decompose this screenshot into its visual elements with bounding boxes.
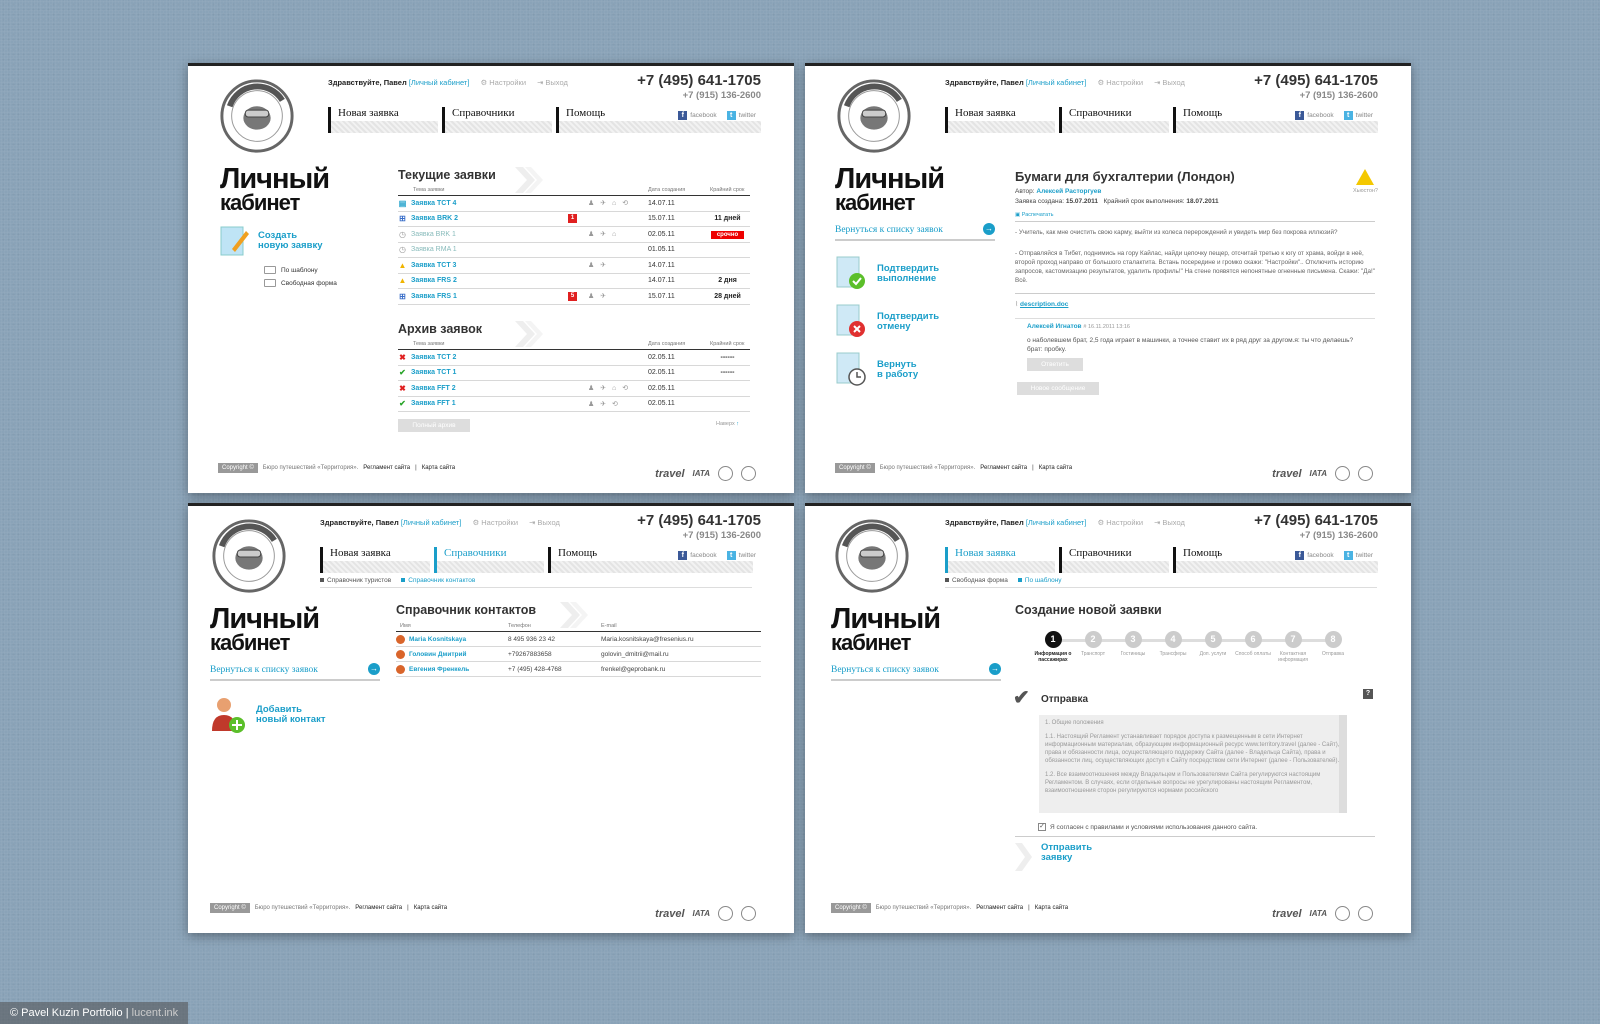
contact-row[interactable] (396, 647, 761, 662)
panel-dashboard (188, 63, 794, 493)
form-icon (264, 279, 276, 287)
table-row[interactable] (398, 274, 750, 290)
checkbox-icon: ✓ (1039, 823, 1045, 830)
request-text-1: - Учитель, как мне очистить свою карму, выйти из колеса перерождений и увидеть мир без покрова иллюзий? (1015, 229, 1338, 236)
partner-logos (1272, 906, 1373, 921)
add-contact-button[interactable]: Добавить новый контакт (210, 695, 326, 735)
social-links (678, 551, 756, 560)
travel-logo: travel (655, 907, 685, 920)
twitter-link[interactable]: t twitter (1344, 551, 1373, 560)
wizard-step[interactable] (1153, 631, 1193, 663)
table-header: Тема заявки Дата создания Крайний срок (398, 187, 750, 196)
archive-table (398, 341, 750, 412)
table-row[interactable] (398, 366, 750, 382)
phone-alt: +7 (915) 136-2600 (682, 530, 761, 541)
twitter-icon: t (1344, 111, 1353, 120)
footer: Copyright © Бюро путешествий «Территория». Регламент сайта | Карта сайта (831, 903, 1068, 913)
deadline: ------ (720, 369, 735, 377)
request-name-link[interactable]: ◷ Заявка BRK 1 (399, 229, 456, 239)
sub-nav (320, 577, 475, 584)
facebook-link[interactable]: f facebook (1295, 111, 1333, 120)
copyright-badge: Copyright © (835, 463, 875, 473)
contact-name-link[interactable]: Головин Дмитрий (396, 650, 508, 659)
greeting-bar (945, 78, 1185, 87)
step-label: Информация о пассажирах (1034, 651, 1072, 663)
cabinet-link[interactable]: [Личный кабинет] (400, 518, 462, 527)
phone-main: +7 (495) 641-1705 (637, 72, 761, 89)
nav-help[interactable]: Помощь (1173, 547, 1378, 573)
person-icon (396, 635, 405, 644)
arrow-up-icon: ↑ (736, 421, 739, 427)
cabinet-link[interactable]: [Личный кабинет] (1025, 78, 1087, 87)
footer-rules-link[interactable]: Регламент сайта (980, 465, 1028, 471)
request-name-link[interactable]: ◷ Заявка RMA 1 (399, 245, 457, 255)
contact-email: Maria.kosnitskaya@fresenius.ru (601, 635, 694, 643)
iata-logo: IATA (1309, 469, 1327, 478)
checkmark-icon: ✔ (1013, 687, 1030, 709)
facebook-link[interactable]: f facebook (678, 551, 716, 560)
cabinet-link[interactable]: [Личный кабинет] (408, 78, 470, 87)
deadline: 11 дней (714, 215, 741, 223)
iata-logo: IATA (692, 469, 710, 478)
back-to-list-link[interactable]: Вернуться к списку заявок → (835, 221, 995, 241)
request-name-link[interactable]: ✖ Заявка FFT 2 (399, 383, 456, 393)
footer: Copyright © Бюро путешествий «Территория». Регламент сайта | Карта сайта (835, 463, 1072, 473)
footer-sitemap-link[interactable]: Карта сайта (1034, 905, 1069, 911)
step-number: 1 (1045, 631, 1062, 648)
page-title: Личный кабинет (835, 163, 945, 215)
nav-new-request[interactable]: Новая заявка (320, 547, 430, 573)
deadline (710, 231, 745, 238)
created-date: 15.07.11 (648, 292, 675, 300)
request-text-2: - Отправляйся в Тибет, поднимись на гору Кайлас, найди цепочку пещер, отсчитай третью к югу от храма, войди в неё, второй проход направо от большого сталактита. Встань посередине и громко скажи: "Настройки".. Отключить историю запросов, кастомизацию результатов, удалить профиль!" На стене появятся непонятные огненные письмена. Скажи: "Да!" Всё. (1015, 250, 1375, 284)
subnav-template[interactable]: По шаблону (1018, 577, 1062, 584)
contact-name-link[interactable]: Евгения Френкель (396, 665, 508, 674)
request-name-link[interactable]: ✔ Заявка TCT 1 (399, 368, 457, 378)
social-links (1295, 111, 1373, 120)
twitter-icon: t (727, 111, 736, 120)
footer-rules-link[interactable]: Регламент сайта (363, 465, 411, 471)
step-label: Гостиницы (1120, 651, 1146, 657)
divider (1015, 221, 1375, 222)
greeting-bar (328, 78, 568, 87)
company-logo[interactable] (833, 517, 911, 595)
footer-company: Бюро путешествий «Территория». (254, 905, 351, 911)
greeting-text: Здравствуйте, Павел (328, 78, 407, 87)
request-name-link[interactable]: ▤ Заявка TCT 4 (398, 198, 457, 208)
partner-globe-icon (741, 466, 756, 481)
created-date: 15.07.11 (648, 215, 675, 223)
gear-icon: ⚙ (1097, 78, 1105, 87)
contact-phone: 8 495 936 23 42 (508, 635, 555, 643)
agree-checkbox[interactable]: ✓ Я согласен с правилами и условиями использования данного сайта. (1039, 823, 1258, 831)
divider (945, 587, 1377, 588)
panel-contacts (188, 503, 794, 933)
social-links (678, 111, 756, 120)
phone-alt: +7 (915) 136-2600 (1299, 530, 1378, 541)
footer-sitemap-link[interactable]: Карта сайта (421, 465, 456, 471)
footer-company: Бюро путешествий «Территория». (879, 465, 976, 471)
page-title: Личный кабинет (831, 603, 941, 655)
unread-badge-cell (568, 214, 588, 223)
greeting-text: Здравствуйте, Павел (945, 518, 1024, 527)
step-label: Отправка (1321, 651, 1345, 657)
subnav-contacts[interactable]: Справочник контактов (401, 577, 475, 584)
warning-icon: ▲ (398, 276, 407, 286)
table-row[interactable] (398, 350, 750, 366)
footer-sitemap-link[interactable]: Карта сайта (413, 905, 448, 911)
top-bar (805, 503, 1411, 506)
service-icons: ♟ ✈ (588, 293, 609, 301)
warning-indicator[interactable]: Хьюстон? (1353, 169, 1378, 194)
partner-logos (655, 906, 756, 921)
contact-email: frenkel@geprobank.ru (601, 665, 666, 673)
nav-new-request[interactable]: Новая заявка (945, 107, 1055, 133)
print-link[interactable]: ▣ Распечатать (1015, 212, 1054, 218)
create-request-label: Создать новую заявку (258, 230, 323, 251)
contact-row[interactable] (396, 662, 761, 677)
wizard-step[interactable] (1033, 631, 1073, 663)
logout-link[interactable]: ⇥ Выход (1154, 518, 1185, 527)
wizard-step[interactable] (1313, 631, 1353, 663)
iata-logo: IATA (1309, 909, 1327, 918)
step-label: Трансферы (1159, 651, 1187, 657)
completed-icon: ✔ (399, 399, 406, 409)
nav-new-request[interactable]: Новая заявка (945, 547, 1055, 573)
submit-request-button[interactable]: Отправить заявку (1041, 842, 1093, 863)
doc-check-icon (835, 255, 867, 293)
nav-directories[interactable]: Справочники (442, 107, 552, 133)
partner-globe-icon (1358, 906, 1373, 921)
company-logo[interactable] (210, 517, 288, 595)
partner-globe-icon (1358, 466, 1373, 481)
doc-cancel-icon (835, 303, 867, 341)
gear-icon: ⚙ (1097, 518, 1105, 527)
current-requests-table (398, 187, 750, 305)
full-archive-button[interactable]: Полный архив (398, 419, 470, 432)
created-date: 02.05.11 (648, 384, 675, 392)
settings-link[interactable]: ⚙ Настройки (1097, 518, 1144, 527)
copyright-badge: Copyright © (218, 463, 258, 473)
deadline: 2 дня (718, 277, 737, 285)
panel-request-detail (805, 63, 1411, 493)
wizard-step[interactable] (1073, 631, 1113, 663)
contact-phone: +79267883658 (508, 650, 552, 658)
footer-rules-link[interactable]: Регламент сайта (355, 905, 403, 911)
settings-link[interactable]: ⚙ Настройки (1097, 78, 1144, 87)
footer: Copyright © Бюро путешествий «Территория». Регламент сайта | Карта сайта (210, 903, 447, 913)
deadline: 28 дней (714, 292, 741, 300)
nav-directories[interactable]: Справочники (1059, 107, 1169, 133)
settings-link[interactable]: ⚙ Настройки (472, 518, 519, 527)
new-item-icon: ⊞ (399, 214, 406, 224)
phone-alt: +7 (915) 136-2600 (1299, 90, 1378, 101)
request-name-link[interactable]: ▲ Заявка FRS 2 (398, 276, 457, 286)
nav-new-request[interactable]: Новая заявка (328, 107, 438, 133)
twitter-link[interactable]: t twitter (727, 551, 756, 560)
contact-email: golovin_dmitrii@mail.ru (601, 650, 669, 658)
greeting-text: Здравствуйте, Павел (320, 518, 399, 527)
contacts-table (396, 623, 761, 677)
request-name-link[interactable]: ✖ Заявка TCT 2 (399, 352, 457, 362)
request-name-link[interactable]: ✔ Заявка FFT 1 (399, 399, 456, 409)
gear-icon: ⚙ (472, 518, 480, 527)
footer-rules-link[interactable]: Регламент сайта (976, 905, 1024, 911)
created-date: 14.07.11 (648, 261, 675, 269)
service-icons: ♟ ✈ ⌂ (588, 231, 619, 239)
greeting-bar (320, 518, 560, 527)
service-icons: ♟ ✈ ⌂ ⟲ (588, 385, 631, 393)
step-number: 8 (1325, 631, 1342, 648)
service-icons: ♟ ✈ (588, 262, 609, 270)
facebook-link[interactable]: f facebook (678, 111, 716, 120)
facebook-icon: f (678, 111, 687, 120)
wizard-step[interactable] (1113, 631, 1153, 663)
table-row[interactable] (398, 243, 750, 259)
created-date: 02.05.11 (648, 230, 675, 238)
greeting-bar (945, 518, 1185, 527)
gear-icon: ⚙ (480, 78, 488, 87)
copyright-badge: Copyright © (831, 903, 871, 913)
created-date: 02.05.11 (648, 353, 675, 361)
created-date: 14.07.11 (648, 277, 675, 285)
chevron-decor-icon (1013, 841, 1039, 873)
arrow-right-icon: → (991, 664, 999, 673)
partner-logos (1272, 466, 1373, 481)
table-row[interactable] (398, 227, 750, 243)
company-logo[interactable] (218, 77, 296, 155)
reply-button[interactable]: Ответить (1027, 358, 1083, 371)
settings-link[interactable]: ⚙ Настройки (480, 78, 527, 87)
back-to-list-link[interactable]: Вернуться к списку заявок → (210, 661, 380, 681)
table-row[interactable] (398, 289, 750, 305)
unread-badge: 1 (568, 214, 577, 223)
request-author: Автор: Алексей Расторгуев (1015, 188, 1102, 195)
scroll-top-link[interactable]: Наверх ↑ (716, 421, 739, 427)
facebook-link[interactable]: f facebook (1295, 551, 1333, 560)
nav-directories[interactable]: Справочники (1059, 547, 1169, 573)
wizard-step[interactable] (1233, 631, 1273, 663)
footer-sitemap-link[interactable]: Карта сайта (1038, 465, 1073, 471)
template-icon (264, 266, 276, 274)
travel-logo: travel (1272, 467, 1302, 480)
help-icon[interactable]: ? (1363, 689, 1373, 699)
comment-author[interactable]: Алексей Игнатов (1027, 323, 1082, 330)
table-header: Имя Телефон E-mail (396, 623, 761, 632)
clock-icon: ◷ (399, 229, 406, 239)
logout-link[interactable]: ⇥ Выход (1154, 78, 1185, 87)
phone-main: +7 (495) 641-1705 (1254, 72, 1378, 89)
exit-icon: ⇥ (1154, 78, 1161, 87)
request-name-link[interactable]: ▲ Заявка TCT 3 (398, 260, 457, 270)
divider (1015, 293, 1375, 294)
comment-text: о наболевшем брат, 2,5 года играет в машинки, а точнее ставит их в ряд друг за другом.я: ты что делаешь? брат: пробку. (1027, 337, 1354, 353)
logout-link[interactable]: ⇥ Выход (529, 518, 560, 527)
step-number: 3 (1125, 631, 1142, 648)
cancelled-icon: ✖ (399, 352, 406, 362)
partner-seal-icon (1335, 466, 1350, 481)
create-request-button[interactable] (218, 223, 322, 259)
pencil-document-icon (218, 223, 250, 259)
option-by-template[interactable]: По шаблону (264, 266, 337, 274)
wizard-steps (1033, 631, 1353, 663)
phone-main: +7 (495) 641-1705 (637, 512, 761, 529)
top-bar (188, 503, 794, 506)
section-title: Отправка (1041, 694, 1089, 705)
table-row[interactable] (398, 381, 750, 397)
unread-badge: 5 (568, 292, 577, 301)
copyright-badge: Copyright © (210, 903, 250, 913)
step-label: Доп. услуги (1199, 651, 1227, 657)
step-number: 5 (1205, 631, 1222, 648)
table-row[interactable] (398, 196, 750, 212)
twitter-link[interactable]: t twitter (1344, 111, 1373, 120)
attachment-link[interactable]: ⌇ description.doc (1015, 301, 1069, 308)
top-bar (805, 63, 1411, 66)
footer: Copyright © Бюро путешествий «Территория». Регламент сайта | Карта сайта (218, 463, 455, 473)
facebook-icon: f (1295, 111, 1304, 120)
contacts-title: Справочник контактов (396, 603, 537, 617)
facebook-icon: f (1295, 551, 1304, 560)
subnav-free-form[interactable]: Свободная форма (945, 577, 1008, 584)
warning-icon: ▲ (398, 260, 407, 270)
partner-seal-icon (718, 906, 733, 921)
step-label: Способ оплаты (1235, 651, 1271, 657)
completed-icon: ✔ (399, 368, 406, 378)
cancelled-icon: ✖ (399, 383, 406, 393)
new-message-button[interactable]: Новое сообщение (1017, 382, 1099, 395)
table-row[interactable] (398, 397, 750, 413)
greeting-text: Здравствуйте, Павел (945, 78, 1024, 87)
facebook-icon: f (678, 551, 687, 560)
printer-icon: ▣ (1015, 212, 1021, 218)
paperclip-icon: ⌇ (1015, 301, 1019, 308)
comment-date: # 16.11.2011 13:16 (1083, 324, 1130, 330)
phone-alt: +7 (915) 136-2600 (682, 90, 761, 101)
divider (1015, 836, 1375, 837)
doc-clock-icon (835, 351, 867, 389)
service-icons: ♟ ✈ ⟲ (588, 400, 620, 408)
social-links (1295, 551, 1373, 560)
clock-icon: ◷ (399, 245, 406, 255)
person-icon (396, 650, 405, 659)
step-label: Контактная информация (1278, 651, 1308, 663)
archive-title: Архив заявок (398, 322, 482, 336)
exit-icon: ⇥ (529, 518, 536, 527)
option-free-form[interactable]: Свободная форма (264, 279, 337, 287)
add-user-icon (210, 695, 246, 735)
new-request-title: Создание новой заявки (1015, 603, 1162, 617)
current-requests-title: Текущие заявки (398, 168, 496, 182)
created-date: 02.05.11 (648, 400, 675, 408)
partner-globe-icon (741, 906, 756, 921)
terms-scrollbar[interactable] (1339, 715, 1347, 813)
terms-textbox[interactable]: 1. Общие положения 1.1. Настоящий Регламент устанавливает порядок доступа к размещенным в сети Интернет информационным материалам, образующим информационный ресурс www.territory.travel (далее - Сайт), права и обязанности лица, осуществляющего поддержку Сайта (далее - Владельца Сайта), права и обязанности лиц, осуществляющих доступ к Сайту посредством сети Интернет (далее - Пользователей). 1.2. Все взаимоотношения между Владельцем и Пользователями Сайта регулируются настоящим Регламентом. В случаях, если отдельные вопросы не урегулированы настоящим Регламентом, взаимоотношения сторон регулируются нормами российского (1039, 715, 1347, 813)
arrow-right-icon: → (985, 224, 993, 233)
request-title: Бумаги для бухгалтерии (Лондон) (1015, 169, 1235, 184)
sub-nav (945, 577, 1062, 584)
step-number: 6 (1245, 631, 1262, 648)
urgent-badge: срочно (711, 231, 744, 239)
page-title: Личный кабинет (220, 163, 330, 215)
subnav-tourists[interactable]: Справочник туристов (320, 577, 391, 584)
exit-icon: ⇥ (537, 78, 544, 87)
confirm-cancel-button[interactable]: Подтвердить отмену (835, 303, 939, 341)
person-icon (396, 665, 405, 674)
table-header: Тема заявки Дата создания Крайний срок (398, 341, 750, 350)
deadline: ------ (720, 353, 735, 361)
wizard-step[interactable] (1193, 631, 1233, 663)
partner-logos (655, 466, 756, 481)
created-date: 01.05.11 (648, 246, 675, 254)
twitter-icon: t (727, 551, 736, 560)
nav-help[interactable]: Помощь (556, 107, 761, 133)
contact-phone: +7 (495) 428-4768 (508, 665, 562, 673)
travel-logo: travel (1272, 907, 1302, 920)
phone-main: +7 (495) 641-1705 (1254, 512, 1378, 529)
panel-new-request (805, 503, 1411, 933)
wizard-step[interactable] (1273, 631, 1313, 663)
request-name-link[interactable]: ⊞ Заявка BRK 2 (399, 214, 459, 224)
table-row[interactable] (398, 212, 750, 228)
twitter-icon: t (1344, 551, 1353, 560)
contact-name-link[interactable]: Maria Kosnitskaya (396, 635, 508, 644)
footer-company: Бюро путешествий «Территория». (875, 905, 972, 911)
table-row[interactable] (398, 258, 750, 274)
create-options (264, 266, 337, 292)
top-bar (188, 63, 794, 66)
page-title: Личный кабинет (210, 603, 320, 655)
contact-row[interactable] (396, 632, 761, 647)
footer-company: Бюро путешествий «Территория». (262, 465, 359, 471)
nav-help[interactable]: Помощь (1173, 107, 1378, 133)
step-number: 7 (1285, 631, 1302, 648)
author-link[interactable]: Алексей Расторгуев (1036, 188, 1102, 195)
cabinet-link[interactable]: [Личный кабинет] (1025, 518, 1087, 527)
arrow-right-icon: → (370, 664, 378, 673)
created-date: 14.07.11 (648, 199, 675, 207)
document-icon: ▤ (398, 198, 407, 208)
new-item-icon: ⊞ (399, 291, 406, 301)
iata-logo: IATA (692, 909, 710, 918)
partner-seal-icon (1335, 906, 1350, 921)
request-dates: Заявка создана: 15.07.2011 Крайний срок выполнения: 18.07.2011 (1015, 198, 1219, 205)
twitter-link[interactable]: t twitter (727, 111, 756, 120)
step-number: 4 (1165, 631, 1182, 648)
return-to-work-button[interactable]: Вернуть в работу (835, 351, 918, 389)
nav-help[interactable]: Помощь (548, 547, 753, 573)
travel-logo: travel (655, 467, 685, 480)
nav-directories[interactable]: Справочники (434, 547, 544, 573)
step-label: Транспорт (1080, 651, 1106, 657)
step-number: 2 (1085, 631, 1102, 648)
company-logo[interactable] (835, 77, 913, 155)
unread-badge-cell (568, 292, 588, 301)
service-icons: ♟ ✈ ⌂ ⟲ (588, 200, 631, 208)
back-to-list-link[interactable]: Вернуться к списку заявок → (831, 661, 1001, 681)
request-name-link[interactable]: ⊞ Заявка FRS 1 (399, 291, 457, 301)
created-date: 02.05.11 (648, 369, 675, 377)
portfolio-watermark: © Pavel Kuzin Portfolio | lucent.ink (0, 1002, 188, 1024)
divider (320, 587, 752, 588)
comment (1015, 318, 1375, 358)
logout-link[interactable]: ⇥ Выход (537, 78, 568, 87)
warning-icon (1356, 169, 1374, 185)
partner-seal-icon (718, 466, 733, 481)
exit-icon: ⇥ (1154, 518, 1161, 527)
confirm-completion-button[interactable]: Подтвердить выполнение (835, 255, 939, 293)
